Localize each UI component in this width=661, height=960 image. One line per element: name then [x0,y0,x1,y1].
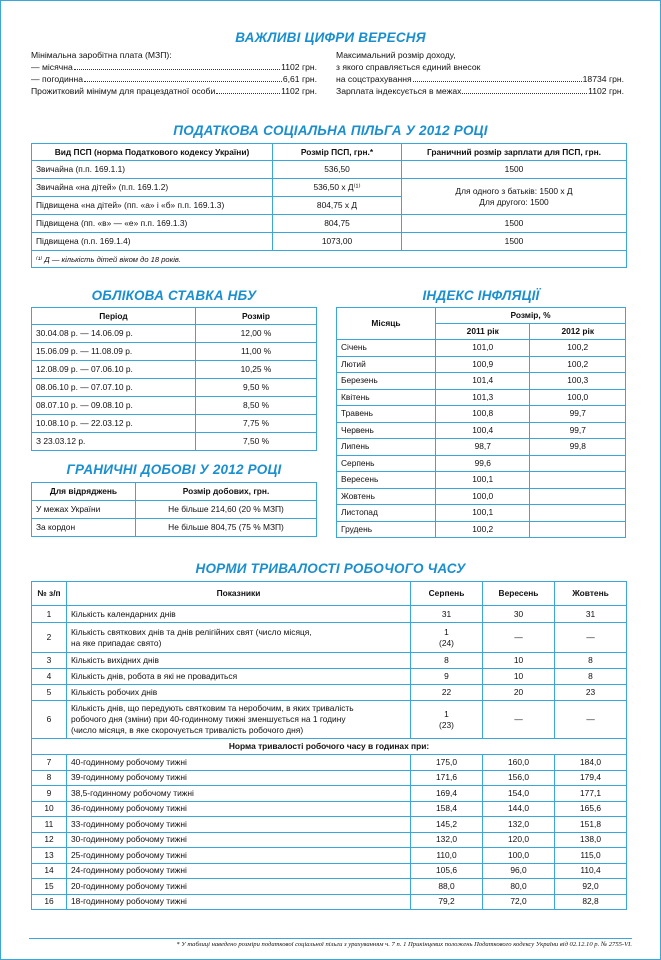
table-row: Квітень 101,3 100,0 [337,389,626,406]
table-row: Вересень 100,1 [337,472,626,489]
subsistence-min-row: Прожитковий мінімум для працездатної особи 1102 грн. [31,86,317,96]
table-row: 7 40-годинному робочому тижні 175,0 160,0 184,0 [32,755,627,771]
table-row: 08.07.10 р. — 09.08.10 р. 8,50 % [32,397,317,415]
table-row: 30.04.08 р. — 14.06.09 р. 12,00 % [32,325,317,343]
indexation-row: Зарплата індексується в межах 1102 грн. [336,86,624,96]
nbu-title: ОБЛІКОВА СТАВКА НБУ [91,288,257,303]
norms-table: № з/п Показники Серпень Вересень Жовтень 1 Кількість календарних днів 31 30 31 2 Кількість святкових днів та днів релігійних свят (число місяця, на яке припадає свято) 1 (24) — — 3 Кількість вихідних днів 8 10 8 4 Кількість днів, робота в які не провадиться 9 10 8 5 Кількість робочих днів 22 20 23 6 Кількість днів, що передують святковим та неробочим, в яких тривалість робочого дня (зміни) при 40-годинному тижні зменшується на 1 годину (число місяця, в яке скорочується тривалість робочого дня) 1 (23) — — Норма тривалості робочого часу в годинах при: 7 40-годинному робочому тижні 175,0 160,0 184,0 8 39-годинному робочому тижні 171,6 156,0 179,4 9 38,5-годинному робочому тижні 169,4 154,0 177,1 10 36-годинному робочому тижні 158,4 144,0 165,6 11 33-годинному робочому тижні 145,2 132,0 151,8 12 30-годинному робочому тижні 132,0 120,0 138,0 13 25-годинному робочому тижні 110,0 100,0 115,0 14 24-годинному робочому тижні 105,6 96,0 110,4 15 20-годинному робочому тижні 88,0 80,0 92,0 16 18-годинному робочому тижні 79,2 72,0 82,8 [31,581,627,910]
table-row: 12 30-годинному робочому тижні 132,0 120,0 138,0 [32,832,627,848]
table-row: 14 24-годинному робочому тижні 105,6 96,0 110,4 [32,863,627,879]
psp-footnote: ⁽¹⁾ Д — кількість дітей віком до 18 років. [32,251,627,268]
table-row: 1 Кількість календарних днів 31 30 31 [32,606,627,623]
table-row: Серпень 99,6 [337,455,626,472]
table-row: Звичайна (п.п. 169.1.1) 536,50 1500 [32,161,627,179]
table-row: Січень 101,0 100,2 [337,340,626,357]
table-row: Липень 98,7 99,8 [337,439,626,456]
psp-limit-children: Для одного з батьків: 1500 х Д Для другого: 1500 [402,179,627,215]
table-row: 6 Кількість днів, що передують святковим та неробочим, в яких тривалість робочого дня (зміни) при 40-годинному тижні зменшується на 1 годину (число місяця, в яке скорочується тривалість робочого дня) 1 (23) — — [32,701,627,739]
psp-header-size: Розмір ПСП, грн.* [273,144,402,161]
psp-header-kind: Вид ПСП (норма Податкового кодексу України) [32,144,273,161]
table-row: У межах України Не більше 214,60 (20 % МЗП) [32,501,317,519]
table-row: Листопад 100,1 [337,505,626,522]
table-row: 08.06.10 р. — 07.07.10 р. 9,50 % [32,379,317,397]
key-figures-title: ВАЖЛИВІ ЦИФРИ ВЕРЕСНЯ [235,30,426,45]
psp-title: ПОДАТКОВА СОЦІАЛЬНА ПІЛЬГА У 2012 РОЦІ [173,123,488,138]
daily-title: ГРАНИЧНІ ДОБОВІ У 2012 РОЦІ [66,462,282,477]
table-row: 15.06.09 р. — 11.08.09 р. 11,00 % [32,343,317,361]
psp-table [31,143,627,268]
page-footnote: * У таблиці наведено розміри податкової соціальної пільги з урахуванням ч. 7 п. 1 Прикінцевих положень Податкового кодексу України від 02.12.10 р. № 2755-VI. [29,938,632,948]
table-row: 5 Кількість робочих днів 22 20 23 [32,685,627,701]
table-row: Підвищена «на дітей» (пп. «а» і «б» п.п. 169.1.3) 804,75 х Д [32,197,627,215]
table-row: 15 20-годинному робочому тижні 88,0 80,0 92,0 [32,879,627,895]
key-figures-left [31,49,317,97]
table-row: 11 33-годинному робочому тижні 145,2 132,0 151,8 [32,817,627,833]
min-wage-heading: Мінімальна заробітна плата (МЗП): [31,50,172,60]
key-figures-right [336,49,624,97]
norms-title: НОРМИ ТРИВАЛОСТІ РОБОЧОГО ЧАСУ [195,561,466,576]
table-row: 2 Кількість святкових днів та днів релігійних свят (число місяця, на яке припадає свято) 1 (24) — — [32,623,627,653]
nbu-table: Період Розмір 30.04.08 р. — 14.06.09 р. 12,00 % 15.06.09 р. — 11.08.09 р. 11,00 % 12.08.09 р. — 07.06.10 р. 10,25 % 08.06.10 р. — 07.07.10 р. 9,50 % 08.07.10 р. — 09.08.10 р. 8,50 % 10.08.10 р. — 22.03.12 р. 7,75 % З 23.03.12 р. 7,50 % [31,307,317,451]
table-row: 4 Кількість днів, робота в які не провадиться 9 10 8 [32,669,627,685]
table-row: 9 38,5-годинному робочому тижні 169,4 154,0 177,1 [32,786,627,802]
max-income-heading-2: з якого справляється єдиний внесок [336,62,481,72]
norms-subheading: Норма тривалості робочого часу в годинах при: [32,739,627,755]
table-row: 8 39-годинному робочому тижні 171,6 156,0 179,4 [32,770,627,786]
min-wage-monthly-row: — місячна 1102 грн. [31,62,317,72]
daily-table: Для відряджень Розмір добових, грн. У межах України Не більше 214,60 (20 % МЗП) За кордон Не більше 804,75 (75 % МЗП) [31,482,317,537]
table-row: Грудень 100,2 [337,521,626,538]
table-row: 10.08.10 р. — 22.03.12 р. 7,75 % [32,415,317,433]
table-row: 3 Кількість вихідних днів 8 10 8 [32,653,627,669]
table-row: Березень 101,4 100,3 [337,373,626,390]
table-row: Червень 100,4 99,7 [337,422,626,439]
table-row: 16 18-годинному робочому тижні 79,2 72,0 82,8 [32,894,627,910]
table-row: Лютий 100,9 100,2 [337,356,626,373]
table-row: З 23.03.12 р. 7,50 % [32,433,317,451]
table-row: Звичайна «на дітей» (п.п. 169.1.2) 536,50 х Д⁽¹⁾ Для одного з батьків: 1500 х Д Для другого: 1500 [32,179,627,197]
table-row: Підвищена (пп. «в» — «е» п.п. 169.1.3) 804,75 1500 [32,215,627,233]
inflation-table: Місяць Розмір, % 2011 рік 2012 рік Січень 101,0 100,2 Лютий 100,9 100,2 Березень 101,4 100,3 Квітень 101,3 100,0 Травень 100,8 99,7 Червень 100,4 99,7 Липень 98,7 99,8 Серпень 99,6 Вересень 100,1 Жовтень 100,0 Листопад 100,1 Грудень 100,2 [336,307,626,538]
table-row: 10 36-годинному робочому тижні 158,4 144,0 165,6 [32,801,627,817]
table-row: 12.08.09 р. — 07.06.10 р. 10,25 % [32,361,317,379]
table-row: Підвищена (п.п. 169.1.4) 1073,00 1500 [32,233,627,251]
table-row: Жовтень 100,0 [337,488,626,505]
inflation-title: ІНДЕКС ІНФЛЯЦІЇ [422,288,540,303]
max-income-row: на соцстрахування 18734 грн. [336,74,624,84]
min-wage-hourly-row: — погодинна 6,61 грн. [31,74,317,84]
table-row: За кордон Не більше 804,75 (75 % МЗП) [32,519,317,537]
table-row: Травень 100,8 99,7 [337,406,626,423]
max-income-heading-1: Максимальний розмір доходу, [336,50,456,60]
table-row: 13 25-годинному робочому тижні 110,0 100,0 115,0 [32,848,627,864]
psp-header-limit: Граничний розмір зарплати для ПСП, грн. [402,144,627,161]
